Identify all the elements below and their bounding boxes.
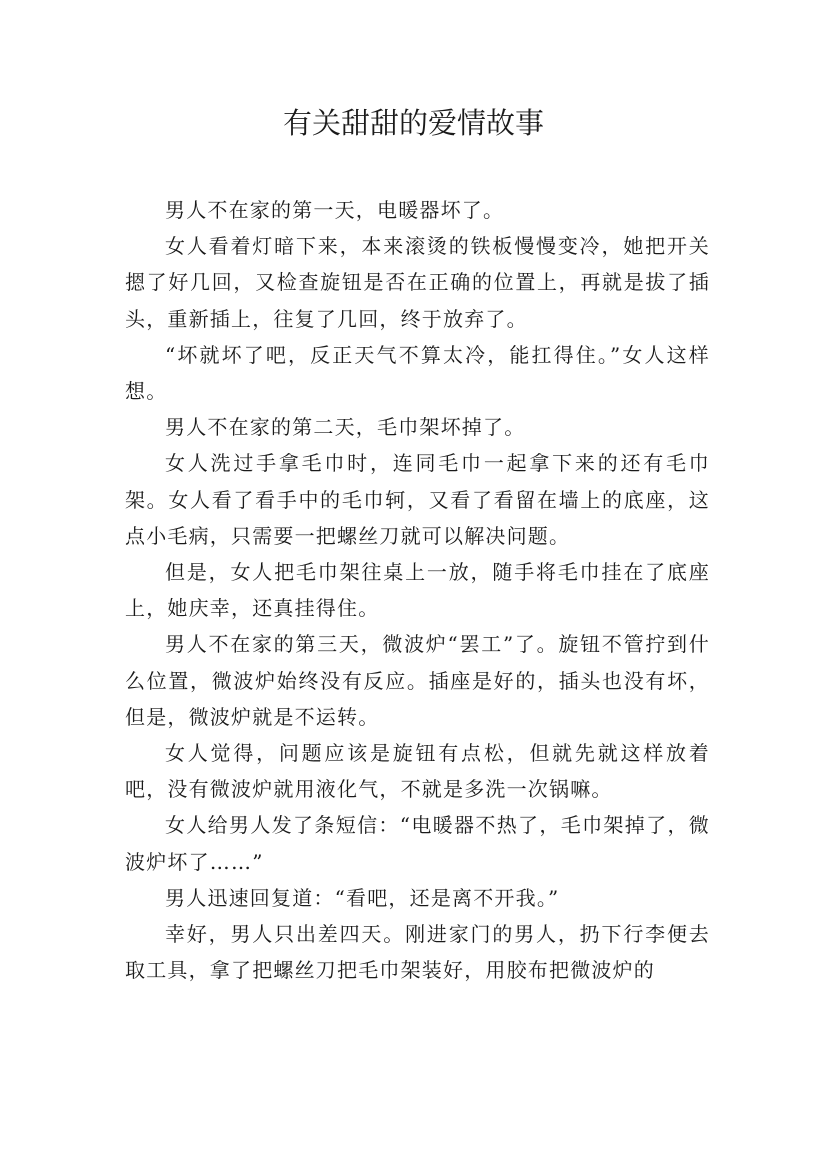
paragraph: 女人觉得，问题应该是旋钮有点松，但就先就这样放着吧，没有微波炉就用液化气，不就是多洗一次锅嘛。 (125, 741, 710, 802)
paragraph: 但是，女人把毛巾架往桌上一放，随手将毛巾挂在了底座上，她庆幸，还真挂得住。 (125, 560, 710, 621)
paragraph: 女人洗过手拿毛巾时，连同毛巾一起拿下来的还有毛巾架。女人看了看手中的毛巾轲，又看了看留在墙上的底座，这点小毛病，只需要一把螺丝刀就可以解决问题。 (125, 451, 710, 548)
paragraph: 幸好，男人只出差四天。刚进家门的男人，扔下行李便去取工具，拿了把螺丝刀把毛巾架装好，用胶布把微波炉的 (125, 922, 710, 983)
paragraph: 男人迅速回复道：“看吧，还是离不开我。” (165, 885, 560, 910)
paragraph: 女人看着灯暗下来，本来滚烫的铁板慢慢变冷，她把开关摁了好几回，又检查旋钮是否在正确的位置上，再就是拔了插头，重新插上，往复了几回，终于放弃了。 (125, 234, 710, 331)
paragraph: 男人不在家的第二天，毛巾架坏掉了。 (165, 415, 526, 440)
document-body (125, 192, 710, 988)
paragraph: 男人不在家的第一天，电暖器坏了。 (165, 198, 505, 222)
paragraph: 男人不在家的第三天，微波炉“罢工”了。旋钮不管拧到什么位置，微波炉始终没有反应。插座是好的，插头也没有坏，但是，微波炉就是不运转。 (125, 632, 710, 729)
paragraph: 女人给男人发了条短信：“电暖器不热了，毛巾架掉了，微波炉坏了……” (125, 813, 710, 874)
paragraph: “坏就坏了吧，反正天气不算太冷，能扛得住。”女人这样想。 (125, 342, 710, 404)
document-title: 有关甜甜的爱情故事 (282, 106, 544, 140)
